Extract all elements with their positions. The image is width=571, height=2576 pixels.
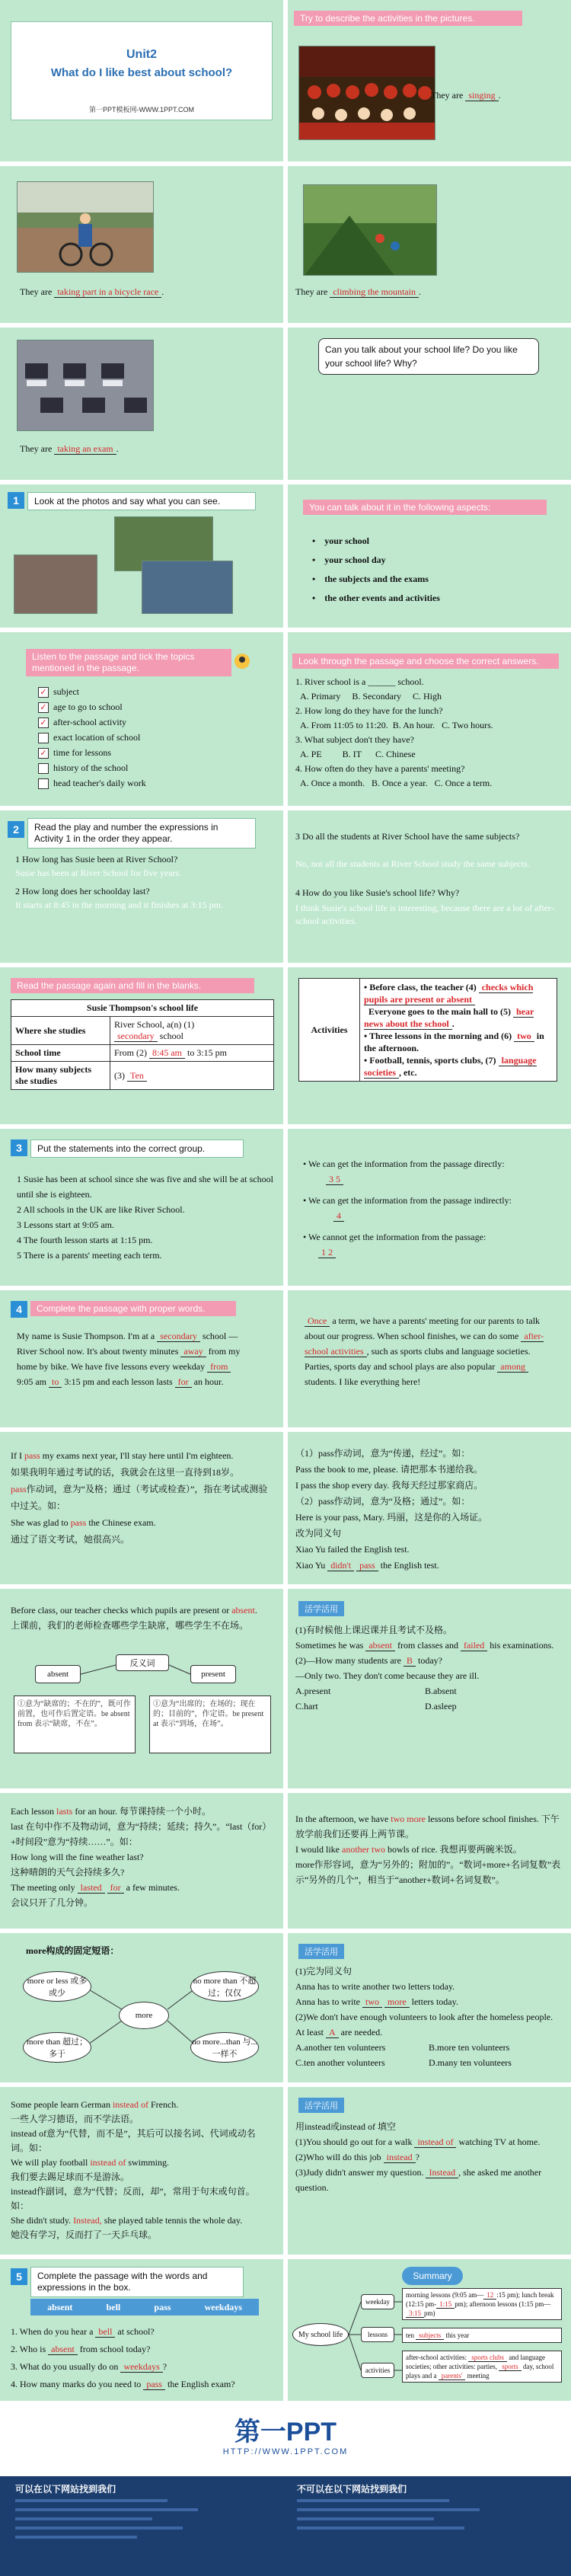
exercise-line: (2)Who will do this job instead ? <box>295 2152 419 2162</box>
slide5-left-task: Listen to the passage and tick the topics mentioned in the passage. <box>26 649 231 676</box>
slide-12 <box>0 1793 571 1929</box>
photo-a <box>14 555 97 614</box>
slide-15 <box>0 2259 571 2401</box>
topic-item: ✓ subject <box>38 684 146 699</box>
row-label: School time <box>11 1045 110 1062</box>
slide8-task: Put the statements into the correct group. <box>30 1139 244 1158</box>
note-line: more作形容词，意为“另外的；附加的”。“数词+more+名词复数”表示“另外的几个”，相当于“another+数词+名词复数”。 <box>295 1859 561 1885</box>
activity-item: • Football, tennis, sports clubs, (7) language societies , etc. <box>364 1055 537 1078</box>
question-2-options: A. From 11:05 to 11:20. B. An hour. C. Two hours. <box>300 720 493 730</box>
slide-4 <box>0 484 571 628</box>
practice-tag: 活学活用 <box>298 1601 344 1616</box>
bicycle-photo-art <box>18 182 154 273</box>
note-line: 她没有学习，反而打了一天乒乓球。 <box>11 2229 158 2240</box>
singing-photo-art <box>299 46 435 140</box>
slide12-left <box>0 1793 283 1929</box>
question-3: 3. What subject don't they have? <box>295 734 414 745</box>
slide13-left <box>0 1933 283 2082</box>
activities-list <box>360 979 557 1082</box>
slide4-right <box>288 484 571 628</box>
tick-box[interactable]: ✓ <box>38 718 49 728</box>
caption-answer: taking an exam <box>54 443 116 455</box>
slide2-caption-a <box>20 285 164 299</box>
exercise-options: A.another ten volunteers B.more ten volunteers C.ten another volunteers D.many ten volunteers <box>295 2042 512 2068</box>
word-option: bell <box>106 2301 121 2312</box>
tick-box[interactable]: ✓ <box>38 748 49 759</box>
group-list <box>303 1156 562 1260</box>
note-line: （2）pass作动词，意为“及格；通过”。如： <box>295 1496 471 1507</box>
caption-suffix: . <box>418 286 421 297</box>
activity-number: 2 <box>8 821 24 838</box>
exercise-line: (2)—How many students are B today? <box>295 1655 442 1666</box>
note-line: Before class, our teacher checks which pupils are present or absent. <box>11 1605 257 1616</box>
footer-logo: 第一PPT <box>234 2418 337 2447</box>
present-note-box: ①意为“出席的；在场的；现在的；目前的”，作定语。be present at 表示“到场，在场”。 <box>149 1695 271 1753</box>
aspect-item: • your school day <box>312 555 386 565</box>
slide9-left <box>0 1290 283 1427</box>
note-line: The meeting only lasted for a few minutes. <box>11 1882 180 1893</box>
sentence-list <box>11 2323 277 2393</box>
slide4-left <box>0 484 283 628</box>
note-line: instead作副词，意为“代替；反而，却”，常用于句末或句首。如： <box>11 2186 255 2211</box>
practice-block <box>295 2119 562 2195</box>
answer-4: I think Susie's school life is interesting, because there are a lot of after-school activities. <box>295 903 554 926</box>
slide11-left <box>0 1589 283 1788</box>
exercise-line: (3)Judy didn't answer my question. Instead , she asked me another question. <box>295 2167 542 2193</box>
activity-item: Everyone goes to the main hall to (5) hear news about the school . <box>364 1006 534 1029</box>
weekday-detail: morning lessons (9:05 am— 12 :15 pm); lunch break (12:15 pm- 1:15 pm); afternoon lessons (1:15 pm—3:15 pm) <box>402 2288 562 2320</box>
slide14-left <box>0 2087 283 2255</box>
listen-icon <box>233 652 251 670</box>
slide-2 <box>0 166 571 323</box>
phrase-node: more than 超过；多于 <box>23 2032 91 2063</box>
note-line: Here is your pass, Mary. 玛丽，这是你的入场证。 <box>295 1512 488 1523</box>
statement-list <box>17 1171 276 1263</box>
footer-banner <box>0 2403 571 2576</box>
lessons-detail: ten subjects this year <box>402 2328 562 2343</box>
note-line: In the afternoon, we have two more lessons before school finishes. 下午放学前我们还要再上两节课。 <box>295 1814 560 1839</box>
passage-left: My name is Susie Thompson. I'm at a secondary school — River School now. It's about twenty minutes away from my home by bike. We have five lessons every weekday from 9:05 am to 3:15 pm and each lesson lasts for an hour. <box>17 1331 241 1387</box>
slide3-caption <box>20 442 119 455</box>
caption-prefix: They are <box>20 286 53 297</box>
question-1: 1 How long has Susie been at River School? <box>15 854 178 865</box>
slide4-left-task: Look at the photos and say what you can see. <box>27 492 256 510</box>
caption-suffix: . <box>498 90 501 101</box>
slide5-right-task: Look through the passage and choose the correct answers. <box>292 654 559 669</box>
footer-left-links <box>15 2499 266 2560</box>
note-line: （1）pass作动词，意为“传递，经过”。如： <box>295 1448 471 1459</box>
note-line: Each lesson lasts for an hour. 每节课持续一个小时。 <box>11 1806 211 1817</box>
slide5-left <box>0 632 283 806</box>
slide9-right <box>288 1290 571 1427</box>
mountain-photo <box>303 184 437 276</box>
question-2: 2 How long does her schoolday last? <box>15 886 150 896</box>
group-2-answer: 4 <box>303 1208 562 1223</box>
activity-item: • Three lessons in the morning and (6) two in the afternoon. <box>364 1031 544 1053</box>
slide1-task: Try to describe the activities in the pictures. <box>294 11 522 26</box>
slide15-right <box>288 2259 571 2401</box>
group-1-answer: 3 5 <box>303 1171 562 1187</box>
topic-item: head teacher's daily work <box>38 775 146 791</box>
statement: 5 There is a parents' meeting each term. <box>17 1250 162 1261</box>
slide-14 <box>0 2087 571 2255</box>
diagram-center: 反义词 <box>116 1654 169 1671</box>
discussion-question: Can you talk about your school life? Do you like your school life? Why? <box>318 338 539 375</box>
row-label: Where she studies <box>11 1017 110 1045</box>
activities-detail: after-school activities: sports clubs and language societies; other activities: parties, sports day, school plays and a parents' meeting <box>402 2351 562 2383</box>
slide2-caption-b <box>295 285 421 299</box>
exercise-options: A.present B.absent C.hart D.asleep <box>295 1686 457 1711</box>
exercise-line: —Only two. They don't come because they are ill. <box>295 1670 480 1681</box>
exercise-line: Anna has to write another two letters today. <box>295 1981 455 1992</box>
school-life-table <box>11 999 274 1090</box>
slide9-task: Complete the passage with proper words. <box>30 1301 236 1316</box>
word-option: absent <box>47 2301 73 2312</box>
exercise-line: (2)We don't have enough volunteers to look after the homeless people. At least A are needed. <box>295 2012 553 2037</box>
slide7-left <box>0 967 283 1124</box>
diagram-right: present <box>190 1665 236 1683</box>
note-line: 这种晴朗的天气会持续多久? <box>11 1867 125 1878</box>
slide12-right <box>288 1793 571 1929</box>
lesson-title: What do I like best about school? <box>50 66 233 79</box>
slide3-left <box>0 328 283 480</box>
topic-item: ✓ time for lessons <box>38 745 146 760</box>
caption-answer: singing <box>465 90 498 101</box>
slide15-task: Complete the passage with the words and expressions in the box. <box>30 2267 244 2297</box>
phrase-center: more <box>119 2002 169 2029</box>
summary-badge: Summary <box>402 2267 463 2285</box>
tick-box[interactable]: ✓ <box>38 687 49 698</box>
group-3: • We cannot get the information from the passage: <box>303 1232 486 1242</box>
note-line: I pass the shop every day. 我每天经过那家商店。 <box>295 1480 483 1491</box>
group-2: • We can get the information from the passage indirectly: <box>303 1195 512 1206</box>
slide7-task: Read the passage again and fill in the blanks. <box>11 978 254 993</box>
choice-questions <box>295 675 566 791</box>
statement: 4 The fourth lesson starts at 1:15 pm. <box>17 1235 153 1245</box>
slide-5 <box>0 632 571 806</box>
activity-number: 4 <box>11 1301 27 1318</box>
phrase-node: no more than 不超过；仅仅 <box>190 1971 259 2002</box>
note-line: Xiao Yu failed the English test. <box>295 1544 410 1555</box>
statement: 3 Lessons start at 9:05 am. <box>17 1219 114 1230</box>
activity-number: 3 <box>11 1139 27 1156</box>
diagram-left: absent <box>35 1665 81 1683</box>
branch-weekday: weekday <box>361 2294 394 2309</box>
practice-block <box>295 1964 562 2070</box>
activity-number: 1 <box>8 492 24 509</box>
summary-root: My school life <box>292 2323 349 2346</box>
slide1-caption <box>431 88 501 102</box>
footer-right-title: 不可以在以下网站找到我们 <box>297 2484 407 2495</box>
slide6-task: Read the play and number the expressions in Activity 1 in the order they appear. <box>27 818 256 849</box>
aspect-item: • the other events and activities <box>312 593 440 603</box>
note-block <box>11 1603 273 1633</box>
caption-suffix: . <box>116 443 119 454</box>
answer-1: Susie has been at River School for five years. <box>15 868 182 878</box>
slide5-right <box>288 632 571 806</box>
note-line: She was glad to pass the Chinese exam. <box>11 1517 156 1528</box>
slide-8 <box>0 1129 571 1286</box>
question-4-options: A. Once a month. B. Once a year. C. Once a term. <box>300 778 493 788</box>
row-value: (3) Ten <box>110 1062 274 1090</box>
caption-answer: taking part in a bicycle race <box>54 286 161 298</box>
slide3-right <box>288 328 571 480</box>
topic-item: ✓ after-school activity <box>38 714 146 730</box>
passage-right: Once a term, we have a parents' meeting for our parents to talk about our progress. When school finishes, we can do some after-school activities , such as sports clubs and language societies. Parties, sports day and school plays are also popular among students. I like everything here! <box>305 1315 544 1387</box>
slide8-right <box>288 1129 571 1286</box>
activity-number: 5 <box>11 2268 27 2285</box>
note-line: instead of意为“代替，而不是”，其后可以接名词、代词或动名词。如： <box>11 2128 256 2153</box>
activity-item: • Before class, the teacher (4) checks which pupils are present or absent <box>364 982 534 1005</box>
slide15-left <box>0 2259 283 2401</box>
exercise-line: Sometimes he was absent from classes and failed his examinations. <box>295 1640 554 1651</box>
activities-label: Activities <box>299 979 360 1082</box>
table-title: Susie Thompson's school life <box>11 1000 274 1017</box>
exercise-line: (1)有时候他上课迟课并且考试不及格。 <box>295 1625 452 1635</box>
slide14-right <box>288 2087 571 2255</box>
exercise-line: Anna has to write two more letters today. <box>295 1996 458 2007</box>
singing-photo <box>298 46 435 140</box>
slide-13 <box>0 1933 571 2082</box>
sentence: 4. How many marks do you need to pass the English exam? <box>11 2379 235 2389</box>
note-block <box>11 1447 273 1548</box>
slide10-right <box>288 1432 571 1584</box>
slide11-right <box>288 1589 571 1788</box>
slide2-left <box>0 166 283 323</box>
topic-item: history of the school <box>38 760 146 775</box>
tick-box[interactable] <box>38 763 49 774</box>
brand-text: 第一PPT模板网-WWW.1PPT.COM <box>89 106 194 113</box>
phrase-node: no more...than 与...一样不 <box>190 2032 259 2063</box>
slide1-right <box>288 0 571 161</box>
note-line: Some people learn German instead of French. <box>11 2099 179 2110</box>
bicycle-race-photo <box>17 181 154 273</box>
answer-3: No, not all the students at River School study the same subjects. <box>295 858 530 869</box>
note-line: Pass the book to me, please. 请把那本书递给我。 <box>295 1464 483 1475</box>
slide8-left <box>0 1129 283 1286</box>
note-line: 上课前，我们的老师检查哪些学生缺席，哪些学生不在场。 <box>11 1620 249 1631</box>
question-4: 4. How often do they have a parents' meeting? <box>295 763 465 774</box>
exam-photo-art <box>18 340 154 431</box>
note-line: 我们要去踢足球而不是游泳。 <box>11 2172 130 2182</box>
statement: 2 All schools in the UK are like River School. <box>17 1204 185 1215</box>
note-block <box>295 1446 562 1574</box>
slide-11 <box>0 1589 571 1788</box>
note-line: Xiao Yu didn't pass the English test. <box>295 1560 439 1571</box>
aspect-item: • your school <box>312 535 369 546</box>
note-block <box>11 2098 273 2242</box>
word-option: pass <box>154 2301 171 2312</box>
note-line: She didn't study. Instead, she played table tennis the whole day. <box>11 2215 243 2226</box>
tick-box[interactable]: ✓ <box>38 702 49 713</box>
slide-9 <box>0 1290 571 1427</box>
slide13-right <box>288 1933 571 2082</box>
note-line: We will play football instead of swimming. <box>11 2157 170 2168</box>
note-line: I would like another two bowls of rice. 我想再要两碗米饭。 <box>295 1844 522 1855</box>
word-box <box>30 2299 259 2316</box>
slide-1 <box>0 0 571 161</box>
word-option: weekdays <box>204 2301 242 2312</box>
phrase-title: more构成的固定短语： <box>26 1945 120 1956</box>
caption-answer: climbing the mountain <box>330 286 419 298</box>
practice-tag: 活学活用 <box>298 2098 344 2113</box>
group-3-answer: 1 2 <box>303 1245 562 1260</box>
row-label: How many subjects she studies <box>11 1062 110 1090</box>
footer-url: HTTP://WWW.1PPT.COM <box>222 2447 349 2456</box>
question-2: 2. How long do they have for the lunch? <box>295 705 443 716</box>
footer-right-links <box>297 2499 548 2560</box>
footer-left-title: 可以在以下网站找到我们 <box>15 2484 116 2495</box>
note-block <box>11 1804 273 1910</box>
question-1: 1. River school is a ______ school. <box>295 676 424 687</box>
sentence: 3. What do you usually do on weekdays ? <box>11 2361 167 2372</box>
note-line: 改为同义句 <box>295 1528 342 1539</box>
note-line: 会议只开了几分钟。 <box>11 1897 94 1908</box>
caption-prefix: They are <box>20 443 53 454</box>
note-line: If I pass my exams next year, I'll stay here until I'm eighteen. <box>11 1450 234 1461</box>
caption-suffix: . <box>161 286 164 297</box>
slide2-right <box>288 166 571 323</box>
note-block <box>295 1811 562 1887</box>
sentence: 1. When do you hear a bell at school? <box>11 2326 155 2337</box>
slide1-left <box>0 0 283 161</box>
caption-prefix: They are <box>295 286 328 297</box>
practice-block <box>295 1622 562 1714</box>
topic-item: ✓ age to go to school <box>38 699 146 714</box>
note-line: 如果我明年通过考试的话，我就会在这里一直待到18岁。 <box>11 1467 240 1478</box>
exercise-line: (1)完为同义句 <box>295 1966 352 1977</box>
note-line: How long will the fine weather last? <box>11 1852 144 1862</box>
note-line: 一些人学习德语，而不学法语。 <box>11 2114 139 2124</box>
sentence: 2. Who is absent from school today? <box>11 2344 151 2354</box>
row-value: River School, a(n) (1) secondary school <box>110 1017 274 1045</box>
slide-7 <box>0 967 571 1124</box>
tick-box[interactable] <box>38 733 49 743</box>
mountain-photo-art <box>304 185 437 276</box>
phrase-node: more or less 或多或少 <box>23 1971 91 2002</box>
slide7-right <box>288 967 571 1124</box>
slide1-title-box <box>11 21 273 120</box>
activities-table <box>298 978 557 1082</box>
topic-item: exact location of school <box>38 730 146 745</box>
tick-box[interactable] <box>38 778 49 789</box>
practice-tag: 活学活用 <box>298 1944 344 1959</box>
question-3: 3 Do all the students at River School have the same subjects? <box>295 831 520 842</box>
unit-label: Unit2 <box>126 48 157 61</box>
question-1-options: A. Primary B. Secondary C. High <box>300 691 442 702</box>
slide6-right <box>288 810 571 963</box>
answer-2: It starts at 8:45 in the morning and it finishes at 3:15 pm. <box>15 900 223 910</box>
note-line: last 在句中作不及物动词，意为“持续；延续；持久”。“last（for）+时间段”意为“持续……”。如： <box>11 1821 272 1847</box>
question-4: 4 How do you like Susie's school life? Why? <box>295 887 460 898</box>
group-1: • We can get the information from the passage directly: <box>303 1159 505 1169</box>
aspect-item: • the subjects and the exams <box>312 574 429 584</box>
slide6-left <box>0 810 283 963</box>
note-line: pass作动词，意为“及格；通过（考试或检查）”，指在考试或测验中过关。如： <box>11 1484 268 1511</box>
exercise-line: (1)You should go out for a walk instead of watching TV at home. <box>295 2137 541 2147</box>
topic-list <box>38 684 146 791</box>
statement: 1 Susie has been at school since she was five and she will be at school until she is eighteen. <box>17 1174 273 1200</box>
photo-c <box>142 561 233 614</box>
absent-note-box: ①意为“缺席的；不在的”，既可作前置，也可作后置定语。be absent from 表示“缺席，不在”。 <box>14 1695 136 1753</box>
aspect-list <box>312 532 440 608</box>
slide-10 <box>0 1432 571 1584</box>
slide-3 <box>0 328 571 480</box>
diagram-arrows <box>0 1662 283 1692</box>
note-line: 通过了语文考试，她很高兴。 <box>11 1534 130 1545</box>
branch-activities: activities <box>361 2363 394 2378</box>
slide-6 <box>0 810 571 963</box>
slide10-left <box>0 1432 283 1584</box>
row-value: From (2) 8:45 am to 3:15 pm <box>110 1045 274 1062</box>
exam-photo <box>17 340 154 431</box>
question-3-options: A. PE B. IT C. Chinese <box>300 749 416 759</box>
exercise-line: 用instead或instead of 填空 <box>295 2121 396 2132</box>
caption-prefix: They are <box>431 90 464 101</box>
slide4-right-task: You can talk about it in the following aspects: <box>303 500 547 515</box>
branch-lessons: lessons <box>361 2327 394 2342</box>
